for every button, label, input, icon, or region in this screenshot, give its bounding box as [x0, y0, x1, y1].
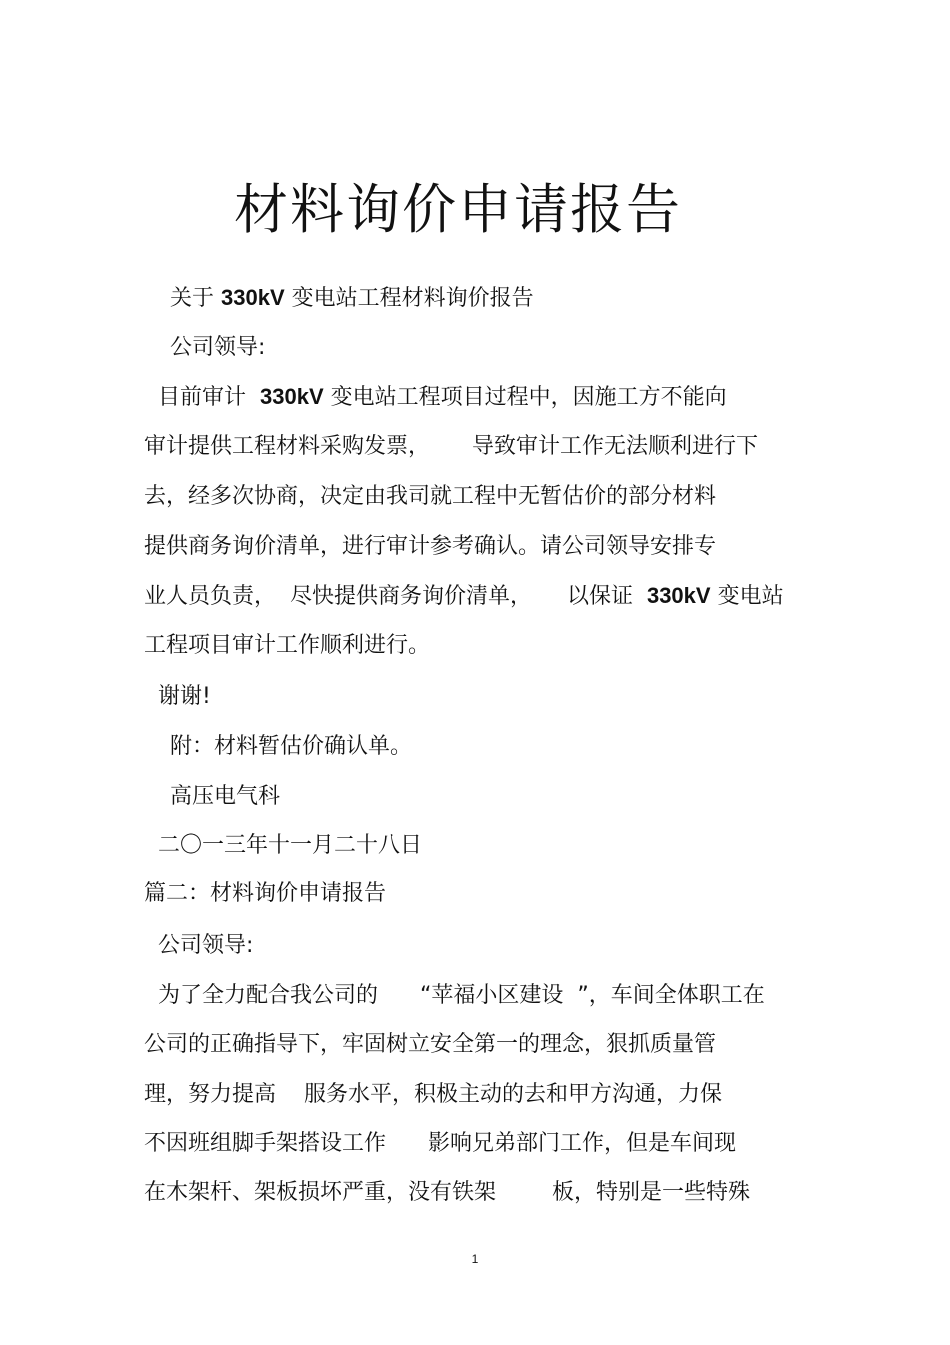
body-line-2: 审计提供工程材料采购发票， 导致审计工作无法顺利进行下	[144, 434, 758, 459]
section-salutation: 公司领导:	[158, 933, 254, 958]
report-date: 二〇一三年十一月二十八日	[158, 833, 423, 858]
subject-suffix: 变电站工程材料询价报告	[284, 286, 534, 311]
salutation: 公司领导:	[170, 335, 266, 360]
body-line-1-start: 目前审计	[158, 385, 260, 410]
body-line-1-end: 变电站工程项目过程中，因施工方不能向	[323, 385, 727, 410]
body-line-3: 去，经多次协商，决定由我司就工程中无暂估价的部分材料	[144, 484, 717, 509]
subject-prefix: 关于	[170, 286, 221, 311]
section-body-line-5: 在木架杆、架板损坏严重，没有铁架 板，特别是一些特殊	[144, 1180, 750, 1205]
body-line-5-start: 业人员负责， 尽快提供商务询价清单， 以保证	[144, 584, 647, 609]
body-line-1	[158, 382, 727, 413]
subject-voltage: 330kV	[221, 285, 285, 310]
body-line-1-voltage: 330kV	[260, 384, 324, 409]
body-line-6: 工程项目审计工作顺利进行。	[144, 633, 431, 658]
page-number: 1	[471, 1252, 479, 1266]
body-line-5	[144, 581, 784, 612]
body-line-5-voltage: 330kV	[646, 583, 711, 608]
report-subject	[170, 283, 534, 314]
document-title: 材料询价申请报告	[234, 178, 682, 241]
section-body-line-2: 公司的正确指导下，牢固树立安全第一的理念，狠抓质量管	[144, 1032, 717, 1057]
section-body-line-1: 为了全力配合我公司的 “苹福小区建设 ”，车间全体职工在	[158, 983, 765, 1008]
section-body-line-4: 不因班组脚手架搭设工作 影响兄弟部门工作，但是车间现	[144, 1131, 736, 1156]
attachment-note: 附：材料暂估价确认单。	[170, 734, 413, 759]
department-signature: 高压电气科	[170, 784, 281, 809]
section-body-line-3: 理，努力提高 服务水平，积极主动的去和甲方沟通，力保	[144, 1082, 722, 1107]
body-line-5-end: 变电站	[710, 584, 784, 609]
thanks: 谢谢!	[158, 684, 211, 709]
body-line-4: 提供商务询价清单，进行审计参考确认。请公司领导安排专	[144, 534, 717, 559]
section-heading: 篇二：材料询价申请报告	[144, 881, 387, 906]
